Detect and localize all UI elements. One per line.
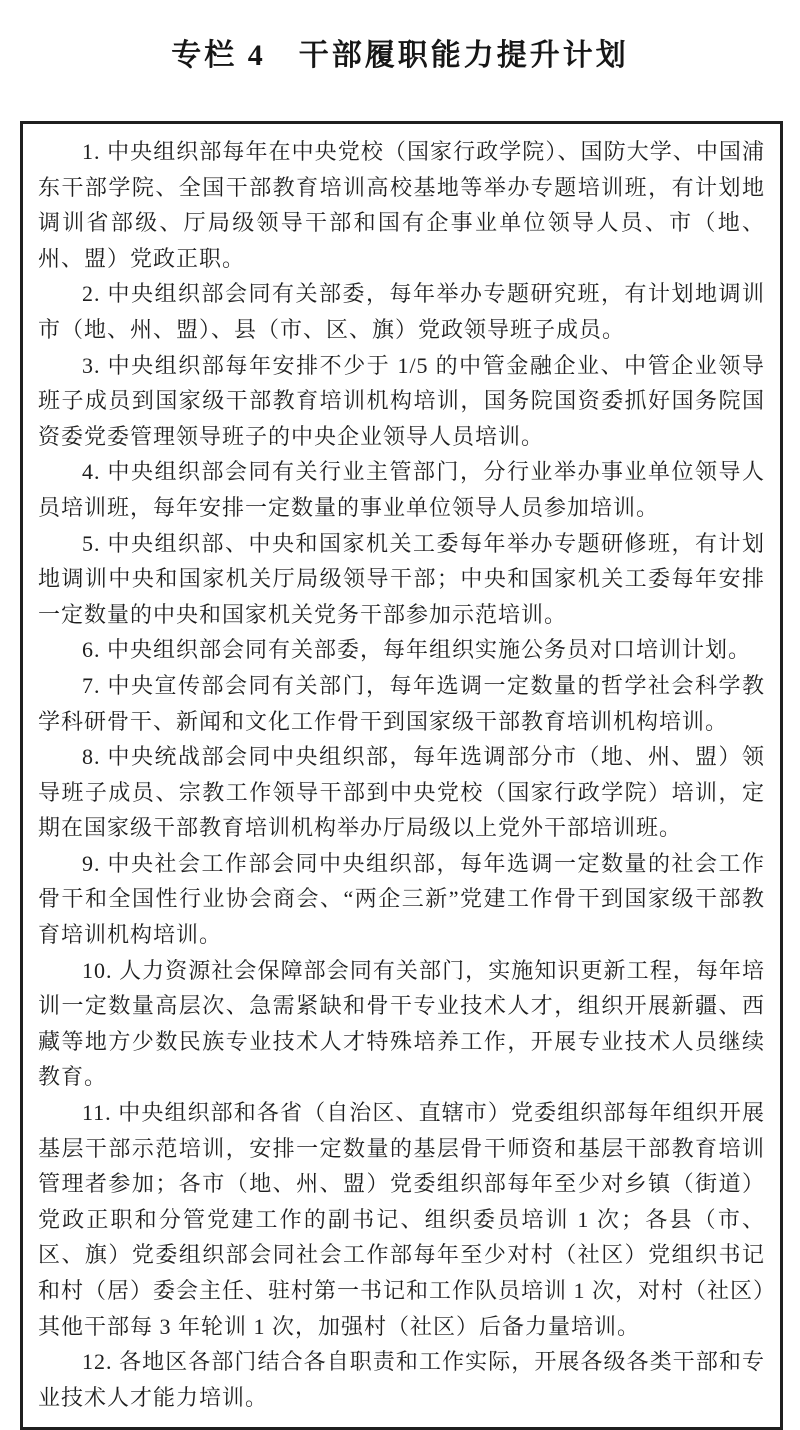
plan-item-6: 6. 中央组织部会同有关部委，每年组织实施公务员对口培训计划。	[82, 637, 752, 663]
page-title: 专栏 4 干部履职能力提升计划	[171, 39, 629, 72]
plan-item-3: 3. 中央组织部每年安排不少于 1/5 的中管金融企业、中管企业领导班子成员到国家级干部教育培训机构培训，国务院国资委抓好国务院国资委党委管理领导班子的中央企业领导人员培训。	[38, 352, 765, 449]
plan-item-9: 9. 中央社会工作部会同中央组织部，每年选调一定数量的社会工作骨干和全国性行业协会商会、“两企三新”党建工作骨干到国家级干部教育培训机构培训。	[38, 850, 765, 948]
plan-item-12: 12. 各地区各部门结合各自职责和工作实际，开展各级各类干部和专业技术人才能力培训。	[38, 1349, 765, 1410]
plan-item-8: 8. 中央统战部会同中央组织部，每年选调部分市（地、州、盟）领导班子成员、宗教工作领导干部到中央党校（国家行政学院）培训，定期在国家级干部教育培训机构举办厅局级以上党外干部培训班。	[38, 744, 765, 841]
plan-item-5: 5. 中央组织部、中央和国家机关工委每年举办专题研修班，有计划地调训中央和国家机关厅局级领导干部；中央和国家机关工委每年安排一定数量的中央和国家机关党务干部参加示范培训。	[38, 530, 765, 627]
plan-item-7: 7. 中央宣传部会同有关部门，每年选调一定数量的哲学社会科学教学科研骨干、新闻和文化工作骨干到国家级干部教育培训机构培训。	[38, 672, 765, 734]
plan-item-2: 2. 中央组织部会同有关部委，每年举办专题研究班，有计划地调训市（地、州、盟）、县（市、区、旗）党政领导班子成员。	[38, 281, 765, 342]
plan-box	[20, 121, 783, 1430]
plan-item-1: 1. 中央组织部每年在中央党校（国家行政学院）、国防大学、中国浦东干部学院、全国干部教育培训高校基地等举办专题培训班，有计划地调训省部级、厅局级领导干部和国有企事业单位领导人员、市（地、州、盟）党政正职。	[38, 139, 765, 271]
plan-item-4: 4. 中央组织部会同有关行业主管部门，分行业举办事业单位领导人员培训班，每年安排一定数量的事业单位领导人员参加培训。	[38, 459, 765, 520]
plan-item-11: 11. 中央组织部和各省（自治区、直辖市）党委组织部每年组织开展基层干部示范培训，安排一定数量的基层骨干师资和基层干部教育培训管理者参加；各市（地、州、盟）党委组织部每年至少对乡镇（街道）党政正职和分管党建工作的副书记、组织委员培训 1 次；各县（市、区、旗）党委组织部会同社会工作部每年至少对村（社区）党组织书记和村（居）委会主任、驻村第一书记和工作队员培训 1 次，对村（社区）其他干部每 3 年轮训 1 次，加强村（社区）后备力量培训。	[38, 1100, 766, 1339]
plan-item-10: 10. 人力资源社会保障部会同有关部门，实施知识更新工程，每年培训一定数量高层次、急需紧缺和骨干专业技术人才，组织开展新疆、西藏等地方少数民族专业技术人才特殊培养工作，开展专业技术人员继续教育。	[38, 957, 765, 1090]
